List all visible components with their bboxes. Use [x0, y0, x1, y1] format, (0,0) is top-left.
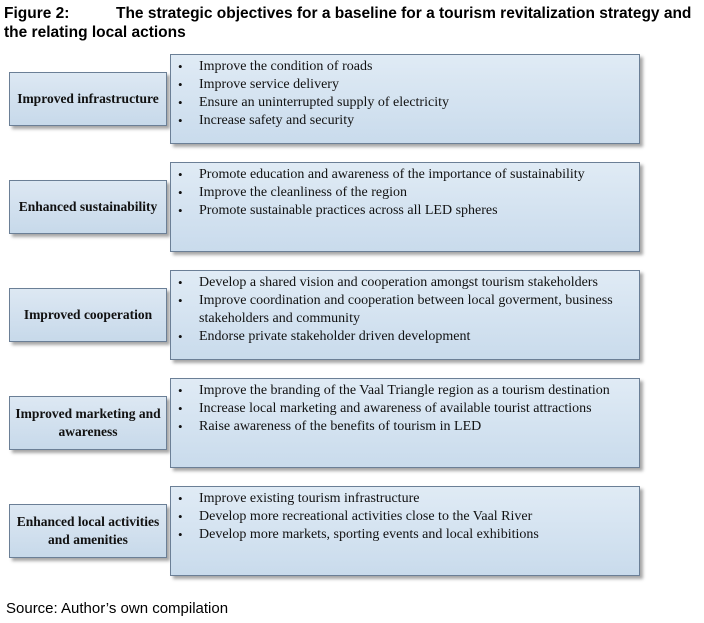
action-item: • Develop a shared vision and cooperation amongst tourism stakeholders [175, 274, 635, 292]
action-item: • Increase safety and security [175, 112, 635, 130]
objective-box-marketing [9, 396, 167, 450]
action-item: • Increase local marketing and awareness of available tourist attractions [175, 400, 635, 418]
objective-box-activities [9, 504, 167, 558]
action-item: • Promote education and awareness of the importance of sustainability [175, 166, 635, 184]
objective-label: Improved infrastructure [17, 91, 159, 106]
objective-box-sustainability [9, 180, 167, 234]
objective-label: Improved marketing and awareness [15, 406, 161, 439]
action-item: • Ensure an uninterrupted supply of electricity [175, 94, 635, 112]
action-item: • Promote sustainable practices across all LED spheres [175, 202, 635, 220]
action-item: • Develop more markets, sporting events and local exhibitions [175, 526, 635, 544]
action-item: • Improve coordination and cooperation between local goverment, business stakeholders and community [175, 292, 635, 328]
actions-box-infrastructure [170, 54, 640, 144]
source-note: Source: Author’s own compilation [6, 600, 229, 617]
action-list [175, 490, 635, 544]
objective-box-cooperation [9, 288, 167, 342]
action-item: • Endorse private stakeholder driven development [175, 328, 635, 346]
objective-label: Improved cooperation [23, 307, 153, 322]
action-item: • Improve existing tourism infrastructure [175, 490, 635, 508]
actions-box-sustainability [170, 162, 640, 252]
action-item: • Improve the branding of the Vaal Triangle region as a tourism destination [175, 382, 635, 400]
action-item: • Improve the condition of roads [175, 58, 635, 76]
actions-box-marketing [170, 378, 640, 468]
action-item: • Develop more recreational activities close to the Vaal River [175, 508, 635, 526]
action-list [175, 382, 635, 436]
objective-label: Enhanced local activities and amenities [16, 514, 160, 547]
action-item: • Improve the cleanliness of the region [175, 184, 635, 202]
actions-box-cooperation [170, 270, 640, 360]
figure-title [4, 4, 700, 42]
figure-caption: The strategic objectives for a baseline for a tourism revitalization strategy and the relating local actions [4, 5, 692, 41]
action-item: • Raise awareness of the benefits of tourism in LED [175, 418, 635, 436]
figure-number: Figure 2: [4, 5, 70, 22]
objective-box-infrastructure [9, 72, 167, 126]
actions-box-activities [170, 486, 640, 576]
action-item: • Improve service delivery [175, 76, 635, 94]
objective-label: Enhanced sustainability [18, 199, 158, 214]
action-list [175, 166, 635, 220]
action-list [175, 274, 635, 346]
action-list [175, 58, 635, 130]
